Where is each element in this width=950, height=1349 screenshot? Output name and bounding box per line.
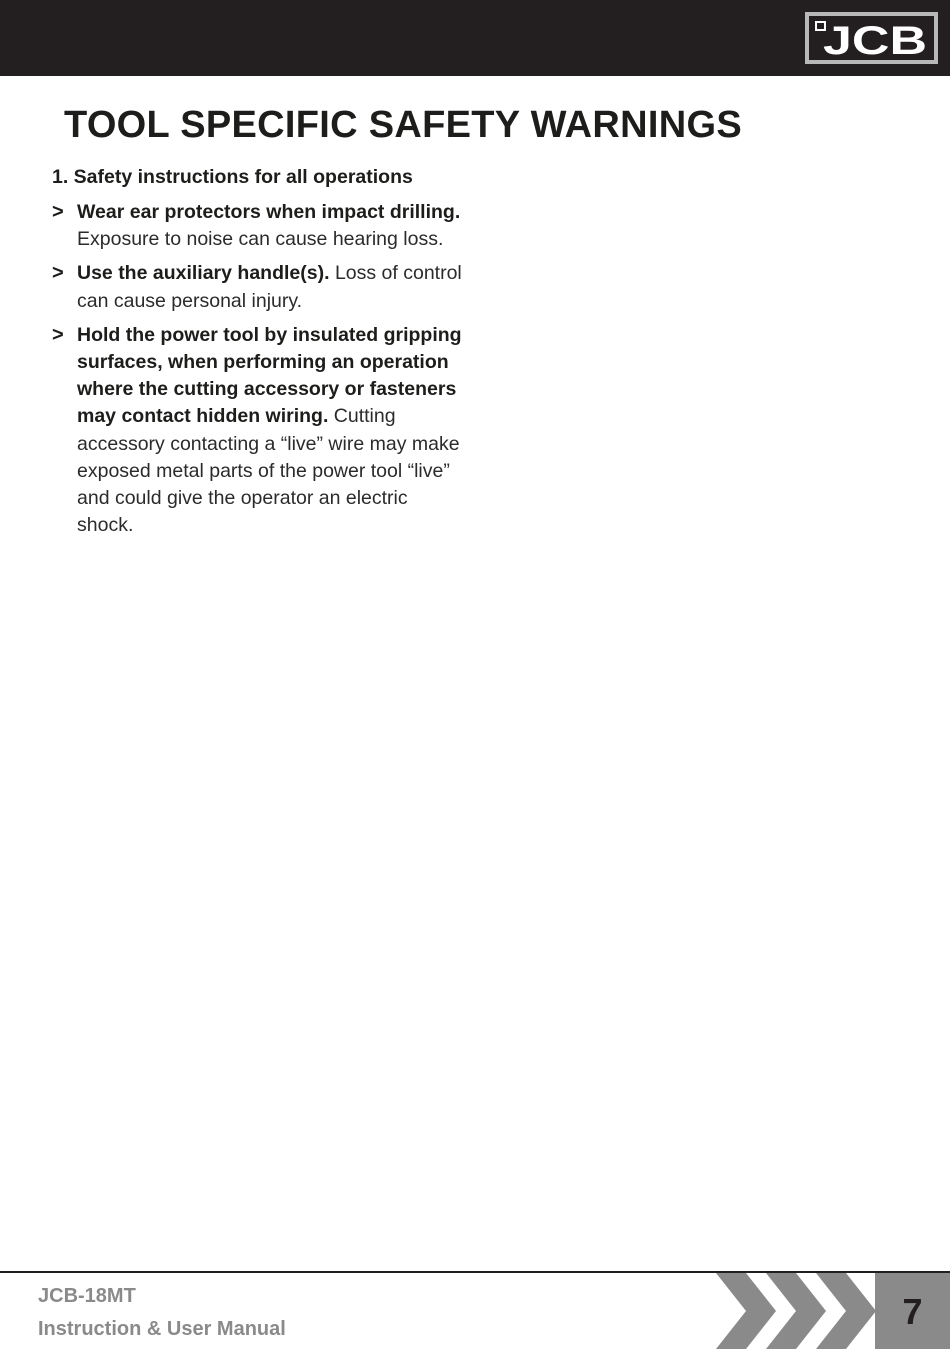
page-title: TOOL SPECIFIC SAFETY WARNINGS (64, 104, 743, 146)
section-heading: 1. Safety instructions for all operations (52, 166, 413, 188)
list-item (52, 199, 462, 253)
warning-text: Loss of control can cause personal injury. (77, 262, 462, 312)
jcb-logo (805, 12, 938, 64)
jcb-logo-mark (809, 16, 934, 60)
page-number: 7 (902, 1291, 923, 1332)
warning-lead: Hold the power tool by insulated gripping surfaces, when performing an operation where the cutting accessory or fasteners may contact hidden wiring. (77, 323, 462, 428)
page-number-box (875, 1273, 950, 1349)
chevron-bullet-icon: > (52, 323, 64, 346)
footer-manual-title: Instruction & User Manual (38, 1318, 286, 1340)
chevron-bullet-icon: > (52, 262, 64, 285)
chevron-bullet-icon: > (52, 201, 64, 223)
warning-text: Exposure to noise can cause hearing loss. (77, 228, 444, 251)
warning-text: Cutting accessory contacting a “live” wire may make exposed metal parts of the power tool “live” and could give the operator an electric shock. (77, 405, 460, 537)
warning-lead: Wear ear protectors when impact drilling. (77, 201, 461, 223)
safety-warning-list (52, 199, 462, 546)
logo-text: JCB (823, 19, 927, 60)
list-item (52, 322, 462, 540)
chevron-arrows-icon (716, 1273, 876, 1349)
list-item (52, 260, 462, 314)
warning-lead: Use the auxiliary handle(s). (77, 262, 330, 285)
footer-model-name: JCB-18MT (38, 1285, 136, 1307)
top-header-bar (0, 0, 950, 76)
